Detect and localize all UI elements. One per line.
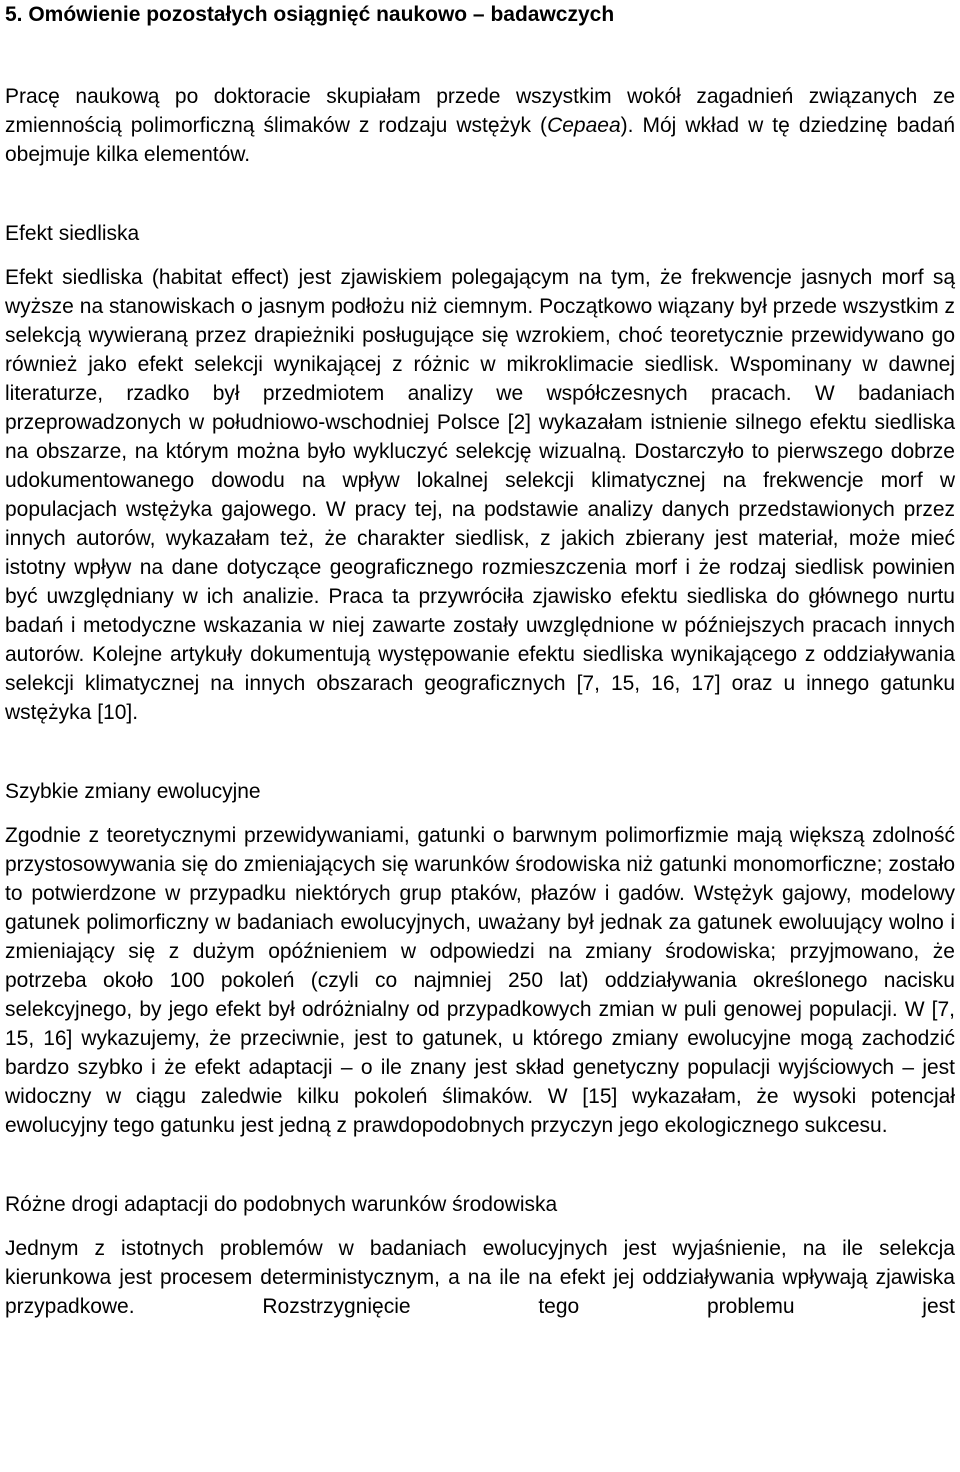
rapid-paragraph: Zgodnie z teoretycznymi przewidywaniami, gatunki o barwnym polimorfizmie mają większą zdolność przystosowywania się do zmieniających się warunków środowiska niż gatunki monomorficzne; zostało to potwierdzone w przypadku niektórych grup ptaków, płazów i gadów. Wstężyk gajowy, modelowy gatunek polimorficzny w badaniach ewolucyjnych, uważany był jednak za gatunek ewoluujący wolno i zmieniający się z dużym opóźnieniem w odpowiedzi na zmiany środowiska; przyjmowano, że potrzeba około 100 pokoleń (czyli co najmniej 250 lat) oddziaływania określonego nacisku selekcyjnego, by jego efekt był odróżnialny od przypadkowych zmian w puli genowej populacji. W [7, 15, 16] wykazujemy, że przeciwnie, jest to gatunek, u którego zmiany ewolucyjne mogą zachodzić bardzo szybko i że efekt adaptacji – o ile znany jest skład genetyczny populacji wyjściowych – jest widoczny w ciągu zaledwie kilku pokoleń ślimaków. W [15] wykazałam, że wysoki potencjał ewolucyjny tego gatunku jest jedną z prawdopodobnych przyczyn jego ekologicznego sukcesu. <box>5 824 955 1137</box>
habitat-subheading: Efekt siedliska <box>5 222 140 245</box>
intro-paragraph <box>5 82 955 169</box>
adapt-paragraph: Jednym z istotnych problemów w badaniach ewolucyjnych jest wyjaśnienie, na ile selekcja kierunkowa jest procesem deterministycznym, a na ile na efekt jej oddziaływania wpływają zjawiska przypadkowe. Rozstrzygnięcie tego problemu jest <box>5 1237 955 1318</box>
intro-genus: Cepaea <box>547 114 621 137</box>
intro-text-after: ). Mój wkład w tę dziedzinę badań obejmuje kilka elementów. <box>5 114 956 166</box>
document-page <box>5 0 955 1321</box>
rapid-subheading: Szybkie zmiany ewolucyjne <box>5 780 261 803</box>
habitat-paragraph: Efekt siedliska (habitat effect) jest zjawiskiem polegającym na tym, że frekwencje jasnych morf są wyższe na stanowiskach o jasnym podłożu niż ciemnym. Początkowo wiązany był przede wszystkim z selekcją wywieraną przez drapieżniki posługujące się wzrokiem, choć teoretycznie przewidywano go również jako efekt selekcji wynikającej z różnic w mikroklimacie siedlisk. Wspominany w dawnej literaturze, rzadko był przedmiotem analizy we współczesnych pracach. W badaniach przeprowadzonych w południowo-wschodniej Polsce [2] wykazałam istnienie silnego efektu siedliska na obszarze, na którym można było wykluczyć selekcję wizualną. Dostarczyło to pierwszego dobrze udokumentowanego dowodu na wpływ lokalnej selekcji klimatycznej na frekwencje morf w populacjach wstężyka gajowego. W pracy tej, na podstawie analizy danych przedstawionych przez innych autorów, wykazałam też, że charakter siedlisk, z jakich zbierany jest materiał, może mieć istotny wpływ na dane dotyczące geograficznego rozmieszczenia morf i że rodzaj siedlisk powinien być uwzględniany w ich analizie. Praca ta przywróciła zjawisko efektu siedliska do głównego nurtu badań i metodyczne wskazania w niej zawarte zostały uwzględnione w późniejszych pracach innych autorów. Kolejne artykuły dokumentują występowanie efektu siedliska wynikającego z oddziaływania selekcji klimatycznej na innych obszarach geograficznych [7, 15, 16, 17] oraz u innego gatunku wstężyka [10]. <box>5 266 955 724</box>
adapt-subheading: Różne drogi adaptacji do podobnych warunków środowiska <box>5 1193 558 1216</box>
section-heading: 5. Omówienie pozostałych osiągnięć naukowo – badawczych <box>5 3 615 26</box>
intro-text-before: Pracę naukową po doktoracie skupiałam przede wszystkim wokół zagadnień związanych ze zmiennością polimorficzną ślimaków z rodzaju wstężyk ( <box>5 85 955 137</box>
